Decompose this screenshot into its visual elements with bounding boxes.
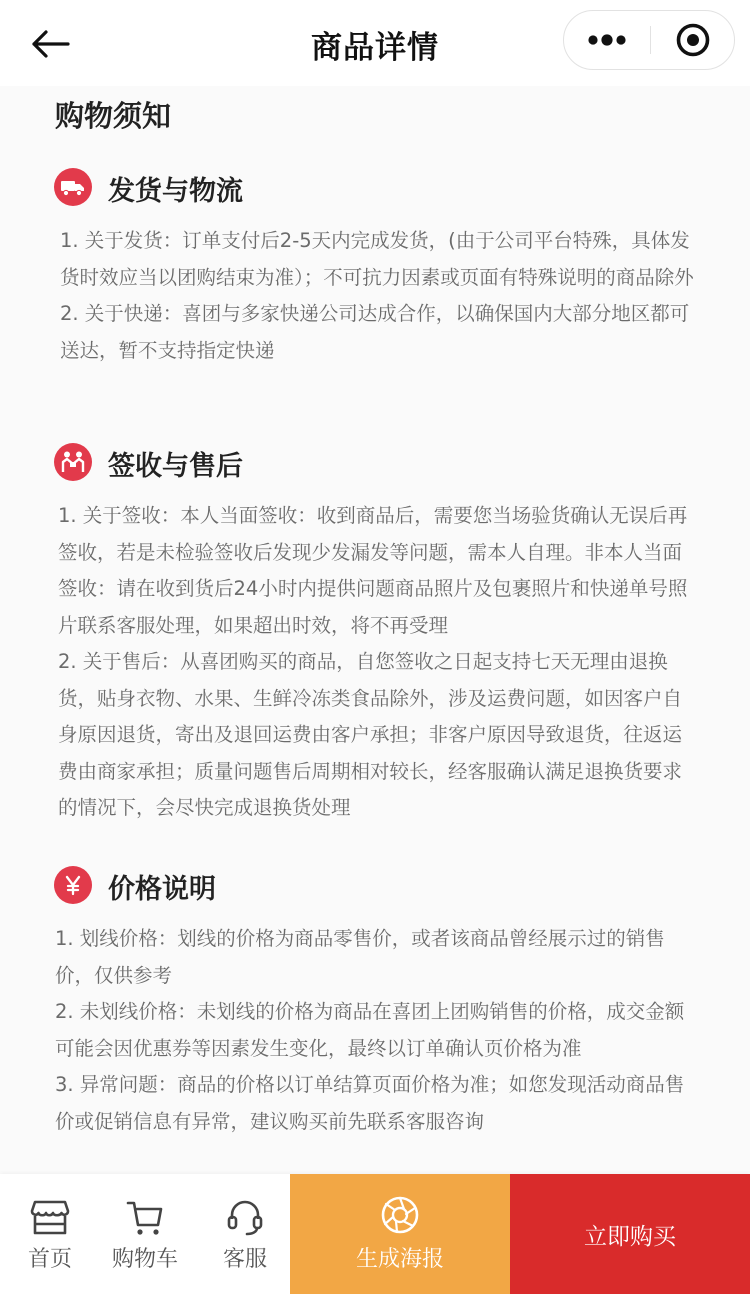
target-close-icon <box>675 22 711 58</box>
tab-label: 首页 <box>27 1247 72 1272</box>
buy-now-button[interactable] <box>510 1174 750 1294</box>
tab-home[interactable] <box>0 1174 100 1294</box>
yen-icon <box>54 866 92 904</box>
section-body <box>55 921 695 1140</box>
generate-poster-button[interactable] <box>290 1174 510 1294</box>
section-body <box>60 223 700 369</box>
list-item: 2. 未划线价格：未划线的价格为商品在喜团上团购销售的价格，成交金额可能会因优惠券等因素发生变化，最终以订单确认页价格为准 <box>55 1000 685 1060</box>
more-dots-icon <box>587 34 627 46</box>
tab-cart[interactable] <box>95 1174 195 1294</box>
cart-icon <box>124 1196 166 1238</box>
tab-label: 购物车 <box>111 1247 178 1272</box>
camera-aperture-icon <box>379 1194 421 1236</box>
handshake-icon <box>54 443 92 481</box>
notice-heading: 购物须知 <box>55 99 172 133</box>
page-title: 商品详情 <box>311 30 439 66</box>
section-header <box>0 443 750 493</box>
more-button[interactable] <box>564 11 650 69</box>
tab-customer-service[interactable] <box>195 1174 295 1294</box>
list-item: 2. 关于快递：喜团与多家快递公司达成合作，以确保国内大部分地区都可送达，暂不支持指定快递 <box>60 302 690 362</box>
shopping-notice <box>0 86 750 1174</box>
navigation-bar <box>0 0 750 86</box>
section-price <box>0 866 750 1133</box>
section-after-sales <box>0 443 750 819</box>
mini-program-capsule <box>563 10 735 70</box>
list-item: 3. 异常问题：商品的价格以订单结算页面价格为准；如您发现活动商品售价或促销信息有异常，建议购买前先联系客服咨询 <box>55 1073 685 1133</box>
buy-now-label: 立即购买 <box>584 1223 676 1250</box>
list-item: 1. 关于签收：本人当面签收：收到商品后，需要您当场验货确认无误后再签收，若是未检验签收后发现少发漏发等问题，需本人自理。非本人当面签收：请在收到货后24小时内提供问题商品照片及包裹照片和快递单号照片联系客服处理，如果超出时效，将不再受理 <box>58 504 688 637</box>
tab-label: 客服 <box>222 1247 267 1272</box>
section-title: 价格说明 <box>108 874 216 905</box>
bottom-action-bar <box>0 1174 750 1294</box>
section-title: 发货与物流 <box>108 176 243 207</box>
section-shipping <box>0 168 750 362</box>
section-title: 签收与售后 <box>108 451 243 482</box>
list-item: 2. 关于售后：从喜团购买的商品，自您签收之日起支持七天无理由退换货，贴身衣物、水果、生鲜冷冻类食品除外，涉及运费问题，如因客户自身原因退货，寄出及退回运费由客户承担；非客户原因导致退货，往返运费由商家承担；质量问题售后周期相对较长，经客服确认满足退换货要求的情况下，会尽快完成退换货处理 <box>58 650 683 819</box>
section-body <box>58 498 698 827</box>
headset-icon <box>224 1196 266 1238</box>
delivery-truck-icon <box>54 168 92 206</box>
section-header <box>0 866 750 916</box>
list-item: 1. 划线价格：划线的价格为商品零售价，或者该商品曾经展示过的销售价，仅供参考 <box>55 927 665 987</box>
section-header <box>0 168 750 218</box>
store-icon <box>29 1196 71 1238</box>
close-button[interactable] <box>651 11 735 69</box>
poster-label: 生成海报 <box>355 1247 444 1272</box>
list-item: 1. 关于发货：订单支付后2-5天内完成发货，(由于公司平台特殊，具体发货时效应当以团购结束为准）；不可抗力因素或页面有特殊说明的商品除外 <box>60 229 694 289</box>
